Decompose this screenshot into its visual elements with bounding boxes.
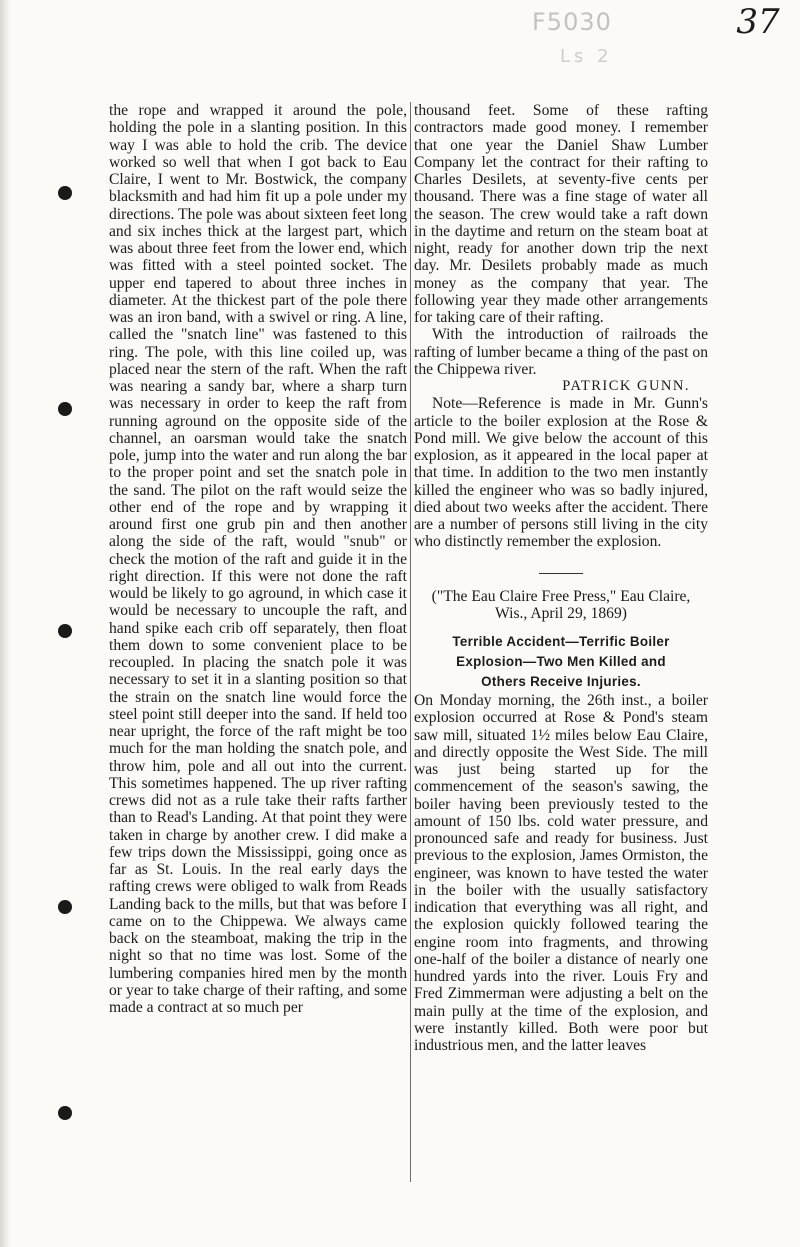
headline-line-2: Explosion—Two Men Killed and [456, 654, 666, 669]
page-number: 37 [736, 2, 780, 42]
punch-hole-icon [58, 900, 72, 914]
scan-edge [0, 0, 10, 1247]
left-column-text: the rope and wrapped it around the pole, holding the pole in a slanting position. In this way I was able to hold the crib. The device worked so well that when I got back to Eau Claire, I went to Mr. Bostwick, the company blacksmith and had him fit up a pole under my directions. The pole was about sixteen feet long and six inches thick at the largest part, which was about three feet from the lower end, which was fitted with a steel pointed socket. The upper end tapered to about three inches in diameter. At the thickest part of the pole there was an iron band, with a swivel or ring. A line, called the "snatch line" was fastened to this ring. The pole, with this line coiled up, was placed near the stern of the raft. When the raft was nearing a sandy bar, where a sharp turn was necessary in order to keep the raft from running aground on the opposite side of the channel, an oarsman would take the snatch pole, jump into the water and run along the bar to the proper point and set the snatch pole in the sand. The pilot on the raft would seize the other end of the rope and by wrapping it around first one grub pin and then another along the side of the raft, would "snub" or check the motion of the raft and guide it in the right direction. If this were not done the raft would be likely to go aground, in which case it would be necessary to uncouple the raft, and hand spike each crib off separately, then float them down to some convenient place to be recoupled. In placing the snatch pole it was necessary to set it in a slanting position so that the strain on the snatch line would force the steel point still deeper into the sand. If held too near upright, the force of the raft might be too much for the man holding the snatch pole, and throw him, pole and all out into the current. This sometimes happened. The up river rafting crews did not as a rule take their rafts farther than to Read's Landing. At that point they were taken in charge by another crew. I did make a few trips down the Mississippi, going once as far as St. Louis. In the real early days the rafting crews were obliged to walk from Reads Landing back to the mills, but that was before I came on to the Chippewa. We always came back on the steamboat, making the trip in the night so that no time was lost. Some of the lumbering companies hired men by the month or year to take charge of their rafting, and some made a contract at so much per [109, 102, 407, 1016]
headline-line-1: Terrible Accident—Terrific Boiler [452, 634, 670, 649]
article-body: On Monday morning, the 26th inst., a boiler explosion occurred at Rose & Pond's steam saw mill, situated 1½ miles below Eau Claire, and directly opposite the West Side. The mill was just being started up for the commencement of the season's sawing, the boiler having been previously tested to the amount of 150 lbs. cold water pressure, and pronounced safe and ready for business. Just previous to the explosion, James Ormiston, the engineer, was known to have tested the water in the boiler with the usually satisfactory indication that everything was all right, and the explosion quickly followed tearing the engine room into fragments, and throwing one-half of the boiler a distance of nearly one hundred yards into the river. Louis Fry and Fred Zimmerman were adjusting a belt on the main pully at the time of the explosion, and were instantly killed. Both were poor but industrious men, and the latter leaves [414, 692, 708, 1054]
punch-hole-icon [58, 624, 72, 638]
section-divider [539, 573, 583, 574]
author-signature: PATRICK GUNN. [562, 378, 690, 394]
column-divider [410, 102, 411, 1182]
railroads-paragraph: With the introduction of railroads the rafting of lumber became a thing of the past on the Chippewa river. [414, 326, 708, 378]
faint-stamp-sub: Ls 2 [560, 46, 613, 67]
faint-stamp: F5030 [532, 8, 612, 36]
left-column [109, 102, 407, 1212]
punch-hole-icon [58, 1106, 72, 1120]
right-column [414, 102, 708, 1232]
punch-hole-icon [58, 186, 72, 200]
article-headline [414, 632, 708, 692]
editor-note: Note—Reference is made in Mr. Gunn's article to the boiler explosion at the Rose & Pond mill. We give below the account of this explosion, as it appeared in the local paper at that time. In addition to the two men instantly killed the engineer who was so badly injured, died about two weeks after the accident. There are a number of persons still living in the city who distinctly remember the explosion. [414, 395, 708, 551]
punch-hole-icon [58, 402, 72, 416]
headline-line-3: Others Receive Injuries. [481, 674, 641, 689]
rafting-continuation: thousand feet. Some of these rafting contractors made good money. I remember that one year the Daniel Shaw Lumber Company let the contract for their rafting to Charles Desilets, at seventy-five cents per thousand. There was a fine stage of water all the season. The crew would take a raft down in the daytime and return on the steam boat at night, ready for another down trip the next day. Mr. Desilets probably made as much money as the company that year. The following year they made other arrangements for taking care of their rafting. [414, 102, 708, 326]
newspaper-source: ("The Eau Claire Free Press," Eau Claire, Wis., April 29, 1869) [431, 587, 691, 622]
